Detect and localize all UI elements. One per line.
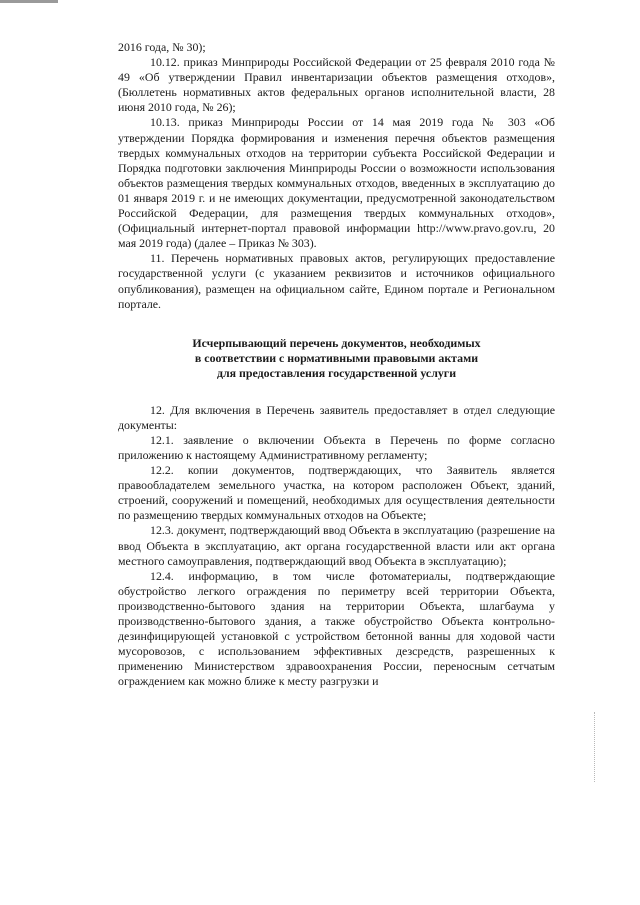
document-body — [118, 40, 555, 689]
paragraph-continuation: 2016 года, № 30); — [118, 40, 206, 54]
paragraph-11: 11. Перечень нормативных правовых актов, регулирующих предоставление государственной услуги (с указанием реквизитов и источников официального опубликования), размещен на официальном сайте, Едином портале и Региональном портале. — [118, 251, 555, 311]
paragraph-12-2: 12.2. копии документов, подтверждающих, что Заявитель является правообладателем земельного участка, на котором расположен Объект, зданий, строений, сооружений и помещений, необходимых для осуществления деятельности по размещению твердых коммунальных отходов на Объекте; — [118, 463, 555, 523]
scan-margin-marks — [594, 712, 596, 782]
paragraph-12-1: 12.1. заявление о включении Объекта в Перечень по форме согласно приложению к настоящему Административному регламенту; — [118, 432, 555, 462]
paragraph-10-12: 10.12. приказ Минприроды Российской Федерации от 25 февраля 2010 года № 49 «Об утверждении Правил инвентаризации объектов размещения отходов», (Бюллетень нормативных актов федеральных органов исполнительной власти, 28 июня 2010 года, № 26); — [118, 55, 555, 115]
section-heading — [118, 336, 555, 381]
paragraph-12: 12. Для включения в Перечень заявитель предоставляет в отдел следующие документы: — [118, 402, 555, 432]
paragraph-12-3: 12.3. документ, подтверждающий ввод Объекта в эксплуатацию (разрешение на ввод Объекта в эксплуатацию, акт органа государственной власти или акт органа местного самоуправления, подтверждающий ввод Объекта в эксплуатацию); — [118, 523, 555, 568]
paragraph-10-13: 10.13. приказ Минприроды России от 14 мая 2019 года № 303 «Об утверждении Порядка формирования и изменения перечня объектов размещения твердых коммунальных отходов на территории субъекта Российской Федерации и Порядка подготовки заключения Минприроды России о возможности использования объектов размещения твердых коммунальных отходов, введенных в эксплуатацию до 01 января 2019 г. и не имеющих документации, предусмотренной законодательством Российской Федерации, для размещения твердых коммунальных отходов», (Официальный интернет-портал правовой информации http://www.pravo.gov.ru, 20 мая 2019 года) (далее – Приказ № 303). — [118, 115, 555, 251]
section-heading-line-2: в соответствии с нормативными правовыми актами — [194, 350, 479, 365]
section-heading-line-1: Исчерпывающий перечень документов, необходимых — [192, 335, 481, 350]
paragraph-12-4: 12.4. информацию, в том числе фотоматериалы, подтверждающие обустройство легкого ограждения по периметру всей территории Объекта, производственно-бытового здания на территории Объекта, шлагбаума у производственно-бытового здания, а также обустройство Объекта контрольно-дезинфицирующей установкой с устройством бетонной ванны для ходовой части мусоровозов, с использованием эффективных дезсредств, разрешенных к применению Министерством здравоохранения России, переносным сетчатым ограждением как можно ближе к месту разгрузки и — [118, 568, 555, 689]
page-edge-marker — [0, 0, 58, 3]
section-heading-line-3: для предоставления государственной услуги — [216, 365, 457, 380]
